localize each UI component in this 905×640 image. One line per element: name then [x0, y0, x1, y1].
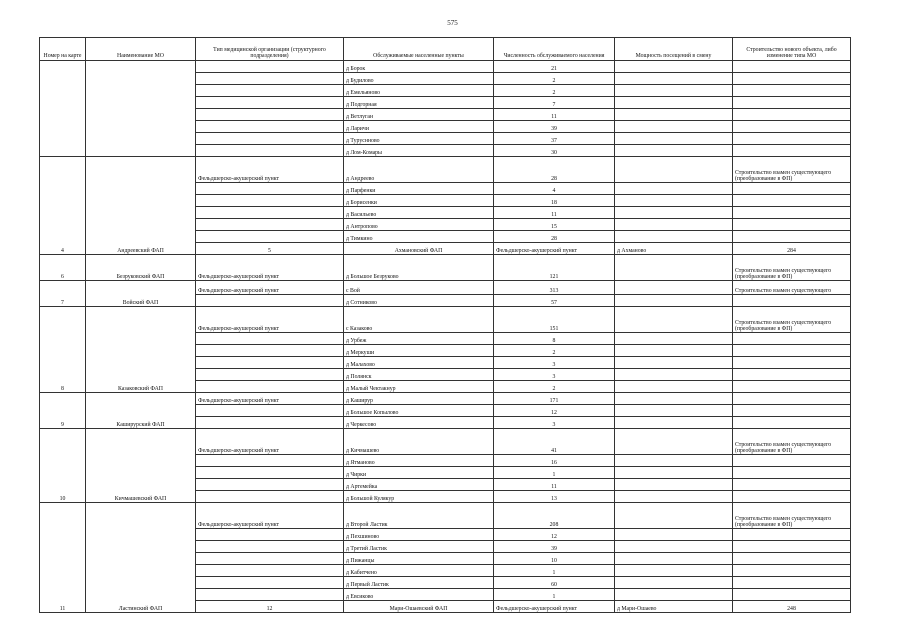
visit-capacity-cell: [615, 109, 733, 121]
org-type-cell: [196, 553, 344, 565]
header-org-type: Тип медицинской организации (структурного подразделения): [196, 38, 344, 61]
visit-capacity-cell: [615, 491, 733, 503]
population-cell: 10: [494, 553, 615, 565]
construction-cell: Строительство взамен существующего (преобразование в ФП): [733, 429, 851, 455]
population-cell: 39: [494, 541, 615, 553]
visit-capacity-cell: [615, 121, 733, 133]
header-map-number: Номер на карте: [40, 38, 86, 61]
served-point-cell: д Подгорная: [344, 97, 494, 109]
visit-capacity-cell: [615, 219, 733, 231]
header-served-points: Обслуживаемые населенные пункты: [344, 38, 494, 61]
visit-capacity-cell: [615, 541, 733, 553]
org-type-cell: Фельдшерско-акушерский пункт: [196, 503, 344, 529]
visit-capacity-cell: [615, 231, 733, 243]
org-type-cell: [196, 529, 344, 541]
visit-capacity-cell: [615, 255, 733, 281]
map-number-cell: 7: [40, 281, 86, 307]
construction-cell: [733, 97, 851, 109]
population-cell: 2: [494, 345, 615, 357]
map-number-cell: 8: [40, 307, 86, 393]
header-mo-name: Наименование МО: [86, 38, 196, 61]
construction-cell: [733, 145, 851, 157]
population-cell: 2: [494, 85, 615, 97]
org-type-cell: [196, 231, 344, 243]
org-type-cell: [196, 589, 344, 601]
org-type-cell: [196, 333, 344, 345]
population-cell: 248: [733, 601, 851, 613]
mo-name-cell: Ластинский ФАП: [86, 503, 196, 613]
visit-capacity-cell: [615, 207, 733, 219]
served-point-cell: д Пижанцы: [344, 553, 494, 565]
construction-cell: [733, 295, 851, 307]
table-header-row: [40, 38, 851, 61]
served-point-cell: д Туруснново: [344, 133, 494, 145]
construction-cell: [733, 529, 851, 541]
mo-name-cell: Казаковский ФАП: [86, 307, 196, 393]
population-cell: 3: [494, 369, 615, 381]
construction-cell: [733, 381, 851, 393]
served-point-cell: д Чирки: [344, 467, 494, 479]
visit-capacity-cell: [615, 157, 733, 183]
served-point-cell: д Кичмашево: [344, 429, 494, 455]
org-type-cell: [196, 381, 344, 393]
construction-cell: [733, 577, 851, 589]
population-cell: 30: [494, 145, 615, 157]
org-type-cell: Фельдшерско-акушерский пункт: [196, 255, 344, 281]
population-cell: 3: [494, 417, 615, 429]
org-type-cell: [196, 145, 344, 157]
construction-cell: [733, 61, 851, 73]
served-point-cell: д Первый Ластик: [344, 577, 494, 589]
population-cell: 121: [494, 255, 615, 281]
org-type-cell: [196, 405, 344, 417]
visit-capacity-cell: [615, 467, 733, 479]
population-cell: 11: [494, 479, 615, 491]
population-cell: 3: [494, 357, 615, 369]
visit-capacity-cell: [615, 61, 733, 73]
population-cell: 208: [494, 503, 615, 529]
header-construction: Строительство нового объекта, либо изменение типа МО: [733, 38, 851, 61]
org-type-cell: [196, 219, 344, 231]
population-cell: 2: [494, 381, 615, 393]
org-type-cell: Фельдшерско-акушерский пункт: [494, 243, 615, 255]
visit-capacity-cell: [615, 529, 733, 541]
visit-capacity-cell: [615, 333, 733, 345]
org-type-cell: [196, 207, 344, 219]
served-point-cell: с Казаково: [344, 307, 494, 333]
visit-capacity-cell: [615, 345, 733, 357]
visit-capacity-cell: [615, 577, 733, 589]
visit-capacity-cell: [615, 503, 733, 529]
map-number-cell: 10: [40, 429, 86, 503]
construction-cell: [733, 553, 851, 565]
population-cell: 13: [494, 491, 615, 503]
population-cell: 284: [733, 243, 851, 255]
facility-table: [39, 37, 851, 613]
construction-cell: [733, 393, 851, 405]
org-type-cell: [196, 121, 344, 133]
map-number-cell: 9: [40, 393, 86, 429]
org-type-cell: [196, 183, 344, 195]
visit-capacity-cell: [615, 455, 733, 467]
construction-cell: Строительство взамен существующего (преобразование в ФП): [733, 157, 851, 183]
org-type-cell: [196, 295, 344, 307]
construction-cell: [733, 85, 851, 97]
construction-cell: [733, 467, 851, 479]
visit-capacity-cell: [615, 295, 733, 307]
org-type-cell: [196, 565, 344, 577]
population-cell: 18: [494, 195, 615, 207]
table-row: [40, 157, 851, 183]
visit-capacity-cell: [615, 183, 733, 195]
visit-capacity-cell: [615, 73, 733, 85]
population-cell: 60: [494, 577, 615, 589]
population-cell: 28: [494, 157, 615, 183]
construction-cell: [733, 219, 851, 231]
construction-cell: [733, 565, 851, 577]
visit-capacity-cell: [615, 85, 733, 97]
served-point-cell: д Третий Ластик: [344, 541, 494, 553]
construction-cell: [733, 333, 851, 345]
construction-cell: Строительство взамен существующего (преобразование в ФП): [733, 307, 851, 333]
org-type-cell: Фельдшерско-акушерский пункт: [494, 601, 615, 613]
construction-cell: [733, 207, 851, 219]
visit-capacity-cell: [615, 553, 733, 565]
served-point-cell: д Ахманово: [615, 243, 733, 255]
served-point-cell: с Вой: [344, 281, 494, 295]
table-row: [40, 503, 851, 529]
population-cell: 1: [494, 589, 615, 601]
construction-cell: Строительство взамен существующего (преобразование в ФП): [733, 255, 851, 281]
served-point-cell: д Парфенки: [344, 183, 494, 195]
org-type-cell: [196, 133, 344, 145]
population-cell: 171: [494, 393, 615, 405]
map-number-cell: 4: [40, 157, 86, 255]
served-point-cell: д Борисенки: [344, 195, 494, 207]
visit-capacity-cell: [615, 417, 733, 429]
table-row: [40, 393, 851, 405]
construction-cell: [733, 195, 851, 207]
served-point-cell: д Борок: [344, 61, 494, 73]
visit-capacity-cell: [615, 145, 733, 157]
population-cell: 2: [494, 73, 615, 85]
org-type-cell: [196, 541, 344, 553]
population-cell: 1: [494, 467, 615, 479]
construction-cell: [733, 455, 851, 467]
visit-capacity-cell: [615, 429, 733, 455]
org-type-cell: [196, 357, 344, 369]
visit-capacity-cell: [615, 479, 733, 491]
org-type-cell: [196, 491, 344, 503]
served-point-cell: д Ларичи: [344, 121, 494, 133]
construction-cell: [733, 109, 851, 121]
visit-capacity-cell: [615, 381, 733, 393]
served-point-cell: д Мари-Ошаево: [615, 601, 733, 613]
population-cell: 12: [494, 529, 615, 541]
served-point-cell: д Каширур: [344, 393, 494, 405]
population-cell: 16: [494, 455, 615, 467]
org-type-cell: [196, 73, 344, 85]
construction-cell: [733, 345, 851, 357]
org-type-cell: Фельдшерско-акушерский пункт: [196, 281, 344, 295]
served-point-cell: д Ятманово: [344, 455, 494, 467]
visit-capacity-cell: [615, 133, 733, 145]
served-point-cell: д Лом-Комары: [344, 145, 494, 157]
construction-cell: [733, 231, 851, 243]
org-type-cell: [196, 467, 344, 479]
construction-cell: [733, 541, 851, 553]
table-row: [40, 281, 851, 295]
table-row: [40, 307, 851, 333]
table-row: [40, 429, 851, 455]
population-cell: 28: [494, 231, 615, 243]
org-type-cell: [196, 109, 344, 121]
served-point-cell: д Урбеж: [344, 333, 494, 345]
visit-capacity-cell: [615, 307, 733, 333]
served-point-cell: д Кабитчено: [344, 565, 494, 577]
mo-name-cell: Кичмашевский ФАП: [86, 429, 196, 503]
mo-name-cell: Каширурский ФАП: [86, 393, 196, 429]
construction-cell: [733, 121, 851, 133]
served-point-cell: д Большое Копылово: [344, 405, 494, 417]
population-cell: 4: [494, 183, 615, 195]
org-type-cell: [196, 369, 344, 381]
served-point-cell: д Артемейка: [344, 479, 494, 491]
served-point-cell: д Васильево: [344, 207, 494, 219]
org-type-cell: [196, 97, 344, 109]
org-type-cell: [196, 417, 344, 429]
visit-capacity-cell: [615, 589, 733, 601]
header-population: Численность обслуживаемого населения: [494, 38, 615, 61]
map-number-cell: 12: [196, 601, 344, 613]
visit-capacity-cell: [615, 195, 733, 207]
served-point-cell: д Малый Чектакнур: [344, 381, 494, 393]
map-number-cell: 6: [40, 255, 86, 281]
construction-cell: [733, 491, 851, 503]
map-number-cell: 5: [196, 243, 344, 255]
org-type-cell: [196, 577, 344, 589]
org-type-cell: [196, 345, 344, 357]
mo-name-cell: Мари-Ошаевский ФАП: [344, 601, 494, 613]
table-row: [40, 61, 851, 73]
construction-cell: [733, 73, 851, 85]
table-body: [40, 61, 851, 613]
mo-name-cell: Ахмановский ФАП: [344, 243, 494, 255]
population-cell: 39: [494, 121, 615, 133]
construction-cell: Строительство взамен существующего: [733, 281, 851, 295]
population-cell: 11: [494, 109, 615, 121]
served-point-cell: д Антропово: [344, 219, 494, 231]
org-type-cell: Фельдшерско-акушерский пункт: [196, 393, 344, 405]
served-point-cell: д Второй Ластик: [344, 503, 494, 529]
org-type-cell: Фельдшерско-акушерский пункт: [196, 429, 344, 455]
served-point-cell: д Полянск: [344, 369, 494, 381]
served-point-cell: д Тимкино: [344, 231, 494, 243]
mo-name-cell: Андреевский ФАП: [86, 157, 196, 255]
construction-cell: [733, 589, 851, 601]
visit-capacity-cell: [615, 369, 733, 381]
served-point-cell: д Евсиково: [344, 589, 494, 601]
construction-cell: [733, 133, 851, 145]
population-cell: 15: [494, 219, 615, 231]
served-point-cell: д Большой Кулякур: [344, 491, 494, 503]
map-number-cell: 11: [40, 503, 86, 613]
population-cell: 12: [494, 405, 615, 417]
construction-cell: Строительство взамен существующего (преобразование в ФП): [733, 503, 851, 529]
served-point-cell: д Андреево: [344, 157, 494, 183]
construction-cell: [733, 417, 851, 429]
visit-capacity-cell: [615, 97, 733, 109]
construction-cell: [733, 479, 851, 491]
population-cell: 313: [494, 281, 615, 295]
population-cell: 8: [494, 333, 615, 345]
mo-name-cell: [86, 61, 196, 157]
visit-capacity-cell: [615, 405, 733, 417]
served-point-cell: д Черкесово: [344, 417, 494, 429]
org-type-cell: [196, 195, 344, 207]
served-point-cell: д Меркуши: [344, 345, 494, 357]
population-cell: 41: [494, 429, 615, 455]
org-type-cell: [196, 455, 344, 467]
header-visit-capacity: Мощность посещений в смену: [615, 38, 733, 61]
map-number-cell: [40, 61, 86, 157]
construction-cell: [733, 369, 851, 381]
mo-name-cell: Войский ФАП: [86, 281, 196, 307]
served-point-cell: д Пехшиново: [344, 529, 494, 541]
table-row: [40, 255, 851, 281]
construction-cell: [733, 183, 851, 195]
org-type-cell: Фельдшерско-акушерский пункт: [196, 157, 344, 183]
population-cell: 1: [494, 565, 615, 577]
visit-capacity-cell: [615, 565, 733, 577]
served-point-cell: д Ветлуган: [344, 109, 494, 121]
population-cell: 21: [494, 61, 615, 73]
org-type-cell: [196, 479, 344, 491]
visit-capacity-cell: [615, 281, 733, 295]
served-point-cell: д Большое Безруково: [344, 255, 494, 281]
page-number: 575: [447, 19, 458, 27]
population-cell: 37: [494, 133, 615, 145]
mo-name-cell: Безруковский ФАП: [86, 255, 196, 281]
org-type-cell: Фельдшерско-акушерский пункт: [196, 307, 344, 333]
population-cell: 7: [494, 97, 615, 109]
construction-cell: [733, 405, 851, 417]
served-point-cell: д Будилово: [344, 73, 494, 85]
construction-cell: [733, 357, 851, 369]
population-cell: 11: [494, 207, 615, 219]
population-cell: 151: [494, 307, 615, 333]
population-cell: 57: [494, 295, 615, 307]
org-type-cell: [196, 85, 344, 97]
served-point-cell: д Малахово: [344, 357, 494, 369]
visit-capacity-cell: [615, 357, 733, 369]
org-type-cell: [196, 61, 344, 73]
visit-capacity-cell: [615, 393, 733, 405]
served-point-cell: д Емельяново: [344, 85, 494, 97]
served-point-cell: д Сотниково: [344, 295, 494, 307]
